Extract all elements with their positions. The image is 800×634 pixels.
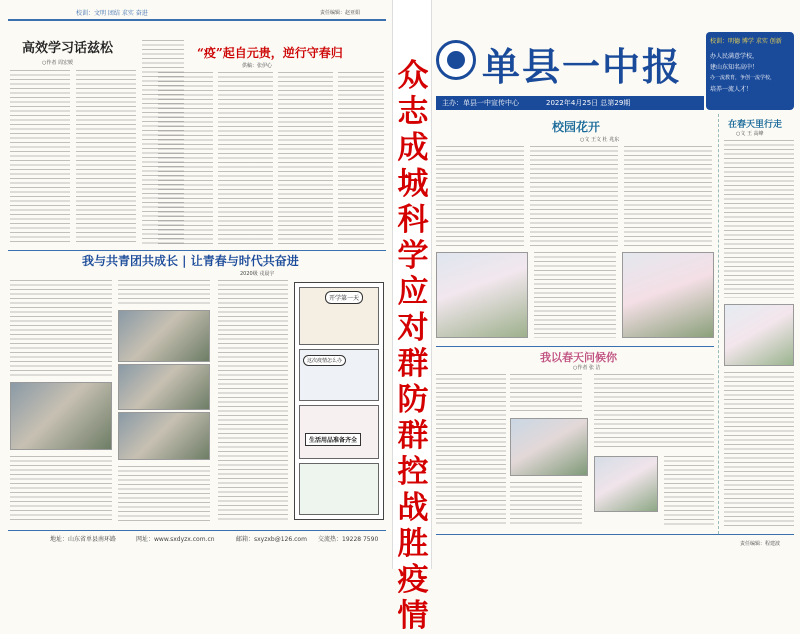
- spring-byline: ○文 王文 杜 兆东: [580, 137, 620, 143]
- fan-byline: ○作者 张 洁: [573, 365, 601, 371]
- slogan-char: 群: [397, 418, 429, 454]
- slogan-char: 科: [397, 202, 429, 238]
- comic-bubble-1: 开学第一天: [325, 291, 363, 304]
- article3-text-col1b: [10, 456, 112, 521]
- walk-text-1: [724, 140, 794, 298]
- article1-title: 高效学习话兹松: [22, 41, 114, 56]
- header-rule: [8, 19, 386, 21]
- article2-text-col2: [218, 72, 273, 245]
- article1-byline: ○作者 周宏媛: [42, 60, 73, 66]
- comic-bubble-2: 这次疫情怎么办: [303, 355, 346, 366]
- article2-text-col4: [338, 72, 384, 245]
- motto-line-2: 建山东知名高中！: [710, 64, 759, 71]
- fan-text-col3b: [664, 456, 714, 526]
- spring-text-col1: [436, 146, 524, 246]
- slogan-column: [397, 58, 429, 634]
- article3-text-col2b: [118, 466, 210, 521]
- slogan-char: 防: [397, 382, 429, 418]
- right-divider: [436, 346, 714, 347]
- article3-photo-1: [10, 382, 112, 450]
- fan-text-col2b: [510, 482, 582, 526]
- slogan-char: 对: [397, 310, 429, 346]
- article3-text-col3: [218, 280, 288, 520]
- article2-text-col1: [158, 72, 213, 245]
- masthead-info-bar: [436, 96, 704, 110]
- walk-title: 在春天里行走: [728, 120, 783, 130]
- fan-photo-2: [594, 456, 658, 512]
- fan-text-col1: [436, 374, 506, 526]
- left-header-motto: 校训：文明 团结 求实 奋进: [76, 10, 148, 17]
- footer-email: 邮箱：sxyzxb@126.com: [236, 536, 307, 543]
- footer-phone: 交流热：19228 7590: [318, 536, 379, 543]
- school-logo: [436, 40, 476, 80]
- right-footer-tag: 责任编辑：程建波: [740, 541, 781, 547]
- article2-text-col3: [278, 72, 333, 245]
- slogan-char: 成: [397, 130, 429, 166]
- slogan-char: 控: [397, 454, 429, 490]
- masthead-date: 2022年4月25日 总第29期: [546, 99, 631, 107]
- motto-line-1: 办人民满意学校，: [710, 53, 759, 60]
- slogan-char: 群: [397, 346, 429, 382]
- slogan-char: 志: [397, 94, 429, 130]
- article1-text-col1: [10, 70, 70, 245]
- slogan-char: 城: [397, 166, 429, 202]
- slogan-char: 众: [397, 58, 429, 94]
- spring-text-col2b: [534, 252, 616, 338]
- left-page-tag: 责任编辑：赵亚娟: [320, 10, 361, 16]
- slogan-char: 学: [397, 238, 429, 274]
- article3-text-col2: [118, 280, 210, 304]
- comic-caption: 生活用品准备齐全: [305, 433, 361, 446]
- right-footer-rule: [436, 534, 794, 535]
- motto-label: 校训：明德 博学 求实 创新: [710, 38, 782, 45]
- spring-text-col2: [530, 146, 618, 246]
- fan-title: 我以春天问候你: [540, 351, 617, 364]
- article1-text-col2: [76, 70, 136, 245]
- slogan-char: 战: [397, 490, 429, 526]
- article3-byline: 2020级 戎晨宇: [240, 271, 275, 277]
- spring-photo-1: [436, 252, 528, 338]
- masthead-sponsor: 主办：单县一中宣传中心: [442, 99, 519, 107]
- footer-site: 网址：www.sxdyzx.com.cn: [136, 536, 215, 543]
- slogan-char: 情: [397, 598, 429, 634]
- comic-panel-3: [299, 405, 379, 459]
- walk-photo: [724, 304, 794, 366]
- fan-photo-1: [510, 418, 588, 476]
- spring-photo-2: [622, 252, 714, 338]
- article3-title: 我与共青团共成长 | 让青春与时代共奋进: [82, 254, 299, 268]
- center-slogan-strip: [392, 0, 432, 634]
- left-footer: [8, 530, 386, 542]
- comic-strip: [294, 282, 384, 520]
- spring-title: 校园花开: [552, 120, 601, 134]
- spring-text-col3: [624, 146, 712, 246]
- article3-photo-2: [118, 310, 210, 362]
- motto-line-3: 办一流教育，争创一流学校，: [710, 75, 776, 81]
- footer-address: 地址：山东省单县南环路: [50, 536, 117, 543]
- article3-photo-3: [118, 364, 210, 410]
- section-divider: [8, 250, 386, 251]
- slogan-char: 应: [397, 274, 429, 310]
- slogan-char: 胜: [397, 526, 429, 562]
- fan-text-col2: [510, 374, 582, 412]
- comic-panel-4: [299, 463, 379, 515]
- masthead-title: 单县一中报: [482, 44, 683, 89]
- article2-title: “疫”起自元贵，逆行守春归: [197, 46, 343, 60]
- walk-byline: ○文 王 高峰: [736, 131, 764, 137]
- fan-text-col3: [594, 374, 714, 450]
- motto-box: [706, 32, 794, 110]
- motto-line-4: 培养一流人才！: [710, 86, 753, 93]
- article3-photo-4: [118, 412, 210, 460]
- article3-text-col1: [10, 280, 112, 376]
- article2-byline: 供稿：张伊心: [242, 63, 273, 69]
- slogan-char: 疫: [397, 562, 429, 598]
- walk-text-2: [724, 372, 794, 526]
